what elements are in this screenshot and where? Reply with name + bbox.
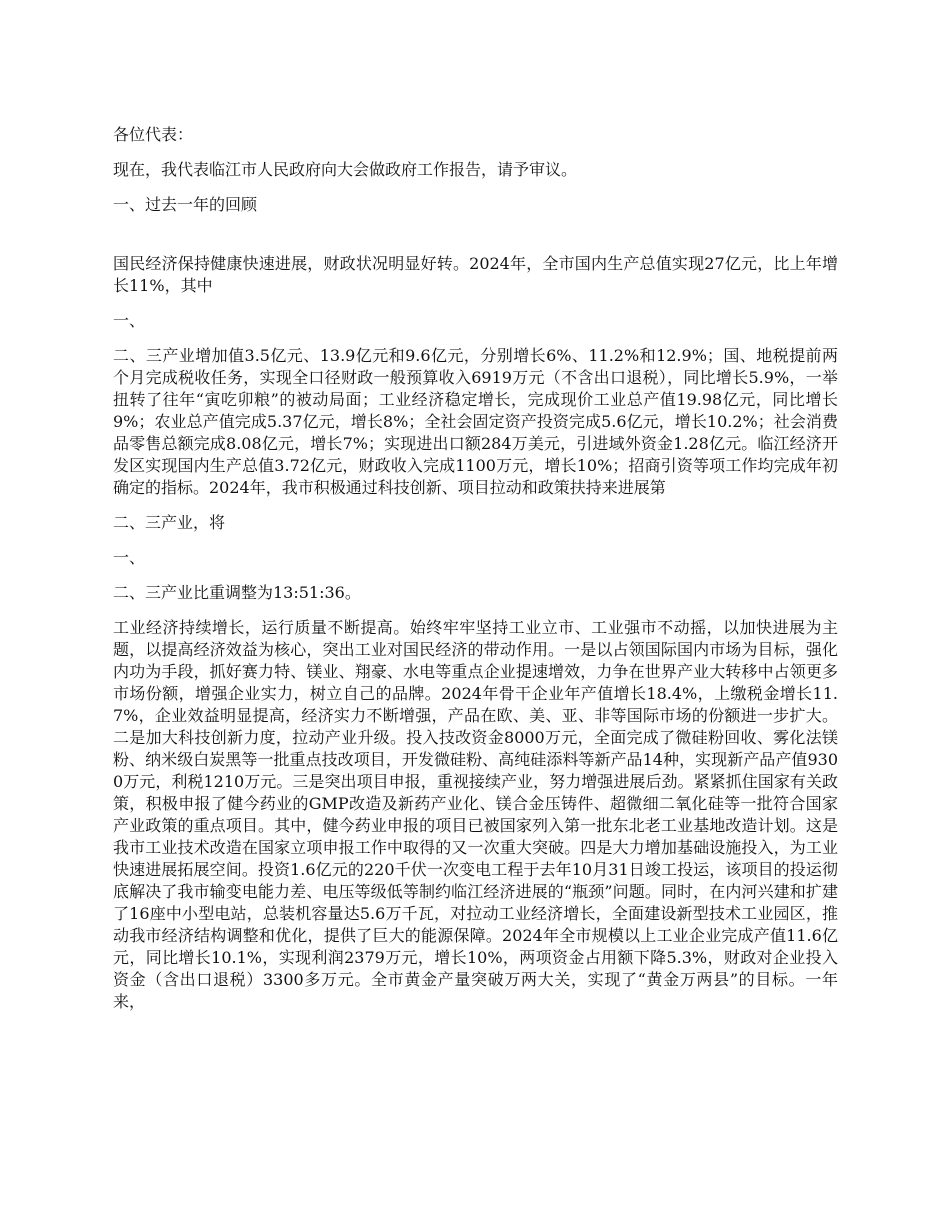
paragraph-fragment-3: 一、 [113, 548, 146, 567]
salutation: 各位代表： [113, 125, 194, 144]
paragraph-ratio: 二、三产业比重调整为13:51:36。 [113, 583, 361, 602]
paragraph-fragment-2: 二、三产业，将 [113, 513, 226, 532]
section-heading: 一、过去一年的回顾 [113, 195, 258, 214]
paragraph-fragment-1: 一、 [113, 311, 146, 330]
paragraph-economy: 二、三产业增加值3.5亿元、13.9亿元和9.6亿元，分别增长6%、11.2%和12.9%；国、地税提前两个月完成税收任务，实现全口径财政一般预算收入6919万元（不含出口退税），同比增长5.9%，一举扭转了往年“寅吃卯粮”的被动局面；工业经济稳定增长，完成现价工业总产值19.98亿元，同比增长9%；农业总产值完成5.37亿元，增长8%；全社会固定资产投资完成5.6亿元，增长10.2%；社会消费品零售总额完成8.08亿元，增长7%；实现进出口额284万美元，引进域外资金1.28亿元。临江经济开发区实现国内生产总值3.72亿元，财政收入完成1100万元，增长10%；招商引资等项工作均完成年初确定的指标。2024年，我市积极通过科技创新、项目拉动和政策扶持来进展第 [113, 346, 838, 497]
paragraph-industry: 工业经济持续增长，运行质量不断提高。始终牢牢坚持工业立市、工业强市不动摇，以加快进展为主题，以提高经济效益为核心，突出工业对国民经济的带动作用。一是以占领国际国内市场为目标，强化内功为手段，抓好赛力特、镁业、翔豪、水电等重点企业提速增效，力争在世界产业大转移中占领更多市场份额，增强企业实力，树立自己的品牌。2024年骨干企业年产值增长18.4%，上缴税金增长11.7%，企业效益明显提高，经济实力不断增强，产品在欧、美、亚、非等国际市场的份额进一步扩大。二是加大科技创新力度，拉动产业升级。投入技改资金8000万元，全面完成了微硅粉回收、雾化法镁粉、纳米级白炭黑等一批重点技改项目，开发微硅粉、高纯硅添料等新产品14种，实现新产品产值9300万元，利税1210万元。三是突出项目申报，重视接续产业，努力增强进展后劲。紧紧抓住国家有关政策，积极申报了健今药业的GMP改造及新药产业化、镁合金压铸件、超微细二氧化硅等一批符合国家产业政策的重点项目。其中，健今药业申报的项目已被国家列入第一批东北老工业基地改造计划。这是我市工业技术改造在国家立项申报工作中取得的又一次重大突破。四是大力增加基础设施投入，为工业快速进展拓展空间。投资1.6亿元的220千伏一次变电工程于去年10月31日竣工投运，该项目的投运彻底解决了我市输变电能力差、电压等级低等制约临江经济进展的“瓶颈”问题。同时，在内河兴建和扩建了16座中小型电站，总装机容量达5.6万千瓦，对拉动工业经济增长，全面建设新型技术工业园区，推动我市经济结构调整和优化，提供了巨大的能源保障。2024年全市规模以上工业企业完成产值11.6亿元，同比增长10.1%，实现利润2379万元，增长10%，两项资金占用额下降5.3%，财政对企业投入资金（含出口退税）3300多万元。全市黄金产量突破万两大关，实现了“黄金万两县”的目标。一年来， [113, 618, 838, 1011]
report-body [113, 124, 838, 1026]
intro-paragraph: 现在，我代表临江市人民政府向大会做政府工作报告，请予审议。 [113, 160, 578, 179]
blank-spacer [113, 229, 838, 253]
paragraph-gdp: 国民经济保持健康快速进展，财政状况明显好转。2024年，全市国内生产总值实现27亿元，比上年增长11%，其中 [113, 254, 838, 295]
